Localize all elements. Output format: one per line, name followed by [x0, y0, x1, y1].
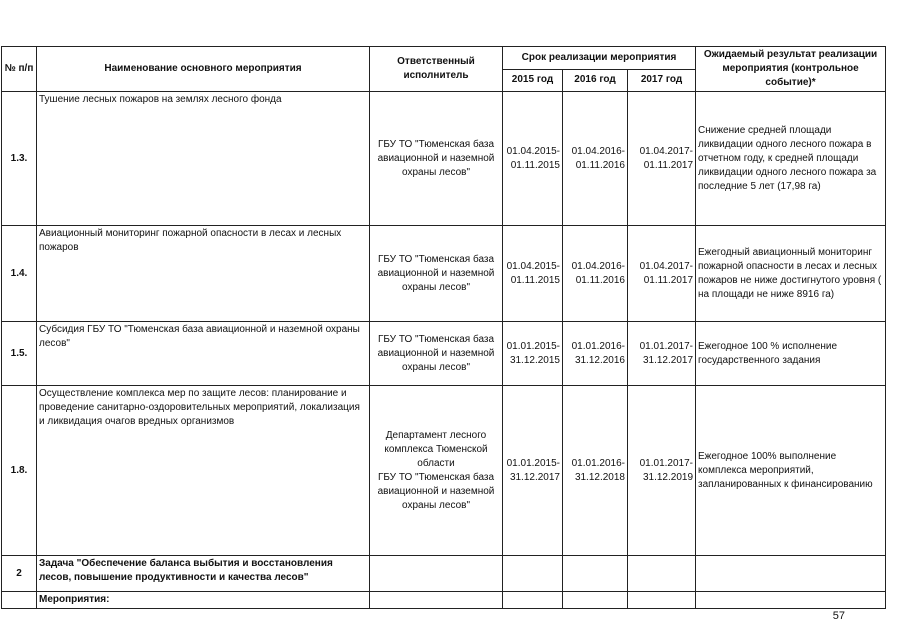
row-num: 1.3.	[2, 92, 37, 226]
row-date-2016: 01.04.2016-01.11.2016	[563, 92, 628, 226]
table-row	[2, 386, 886, 556]
row-date-2017: 01.01.2017-31.12.2019	[628, 386, 696, 556]
row-date-2017: 01.04.2017-01.11.2017	[628, 226, 696, 322]
header-year-2017: 2017 год	[628, 69, 696, 92]
header-year-2015: 2015 год	[503, 69, 563, 92]
row-result	[696, 592, 886, 609]
row-result: Ежегодное 100 % исполнение государственного задания	[696, 322, 886, 386]
row-activity: Авиационный мониторинг пожарной опасности в лесах и лесных пожаров	[37, 226, 370, 322]
responsible-line: ГБУ ТО "Тюменская база авиационной и наземной охраны лесов"	[377, 471, 495, 511]
header-year-2016: 2016 год	[563, 69, 628, 92]
row-responsible	[370, 386, 503, 556]
row-activity: Субсидия ГБУ ТО "Тюменская база авиационной и наземной охраны лесов"	[37, 322, 370, 386]
table-row	[2, 556, 886, 592]
table-row	[2, 92, 886, 226]
row-activity: Задача "Обеспечение баланса выбытия и восстановления лесов, повышение продуктивности и качества лесов"	[37, 556, 370, 592]
row-date-2016: 01.01.2016-31.12.2016	[563, 322, 628, 386]
row-activity: Тушение лесных пожаров на землях лесного фонда	[37, 92, 370, 226]
row-result	[696, 556, 886, 592]
row-activity: Осуществление комплекса мер по защите лесов: планирование и проведение санитарно-оздоровительных мероприятий, локализация и ликвидация очагов вредных организмов	[37, 386, 370, 556]
table-row	[2, 592, 886, 609]
table-row	[2, 322, 886, 386]
row-date-2017: 01.01.2017-31.12.2017	[628, 322, 696, 386]
row-responsible	[370, 592, 503, 609]
row-activity: Мероприятия:	[37, 592, 370, 609]
row-result: Снижение средней площади ликвидации одного лесного пожара в отчетном году, к средней площади ликвидации одного лесного пожара за последние 5 лет (17,98 га)	[696, 92, 886, 226]
row-num: 2	[2, 556, 37, 592]
table-row	[2, 226, 886, 322]
activities-table	[1, 46, 886, 609]
row-responsible: ГБУ ТО "Тюменская база авиационной и наземной охраны лесов"	[370, 322, 503, 386]
row-date-2015: 01.04.2015-01.11.2015	[503, 226, 563, 322]
header-activity: Наименование основного мероприятия	[37, 47, 370, 92]
row-responsible: ГБУ ТО "Тюменская база авиационной и наземной охраны лесов"	[370, 92, 503, 226]
row-date-2015	[503, 556, 563, 592]
header-result: Ожидаемый результат реализации мероприятия (контрольное событие)*	[696, 47, 886, 92]
row-responsible	[370, 556, 503, 592]
row-date-2016	[563, 556, 628, 592]
row-result: Ежегодное 100% выполнение комплекса мероприятий, запланированных к финансированию	[696, 386, 886, 556]
row-date-2017	[628, 592, 696, 609]
responsible-line: Департамент лесного комплекса Тюменской области	[384, 429, 488, 469]
row-num: 1.5.	[2, 322, 37, 386]
row-date-2015	[503, 592, 563, 609]
row-date-2015: 01.04.2015-01.11.2015	[503, 92, 563, 226]
row-date-2016: 01.04.2016-01.11.2016	[563, 226, 628, 322]
header-num: № п/п	[2, 47, 37, 92]
row-date-2016: 01.01.2016-31.12.2018	[563, 386, 628, 556]
header-responsible: Ответственный исполнитель	[370, 47, 503, 92]
row-date-2017	[628, 556, 696, 592]
row-result: Ежегодный авиационный мониторинг пожарной опасности в лесах и лесных пожаров не ниже достигнутого уровня ( на площади не ниже 8916 га)	[696, 226, 886, 322]
row-num: 1.4.	[2, 226, 37, 322]
row-date-2015: 01.01.2015-31.12.2015	[503, 322, 563, 386]
page-number: 57	[832, 610, 845, 622]
row-date-2017: 01.04.2017-01.11.2017	[628, 92, 696, 226]
header-period: Срок реализации мероприятия	[503, 47, 696, 70]
row-num	[2, 592, 37, 609]
row-date-2016	[563, 592, 628, 609]
row-num: 1.8.	[2, 386, 37, 556]
row-date-2015: 01.01.2015-31.12.2017	[503, 386, 563, 556]
row-responsible: ГБУ ТО "Тюменская база авиационной и наземной охраны лесов"	[370, 226, 503, 322]
